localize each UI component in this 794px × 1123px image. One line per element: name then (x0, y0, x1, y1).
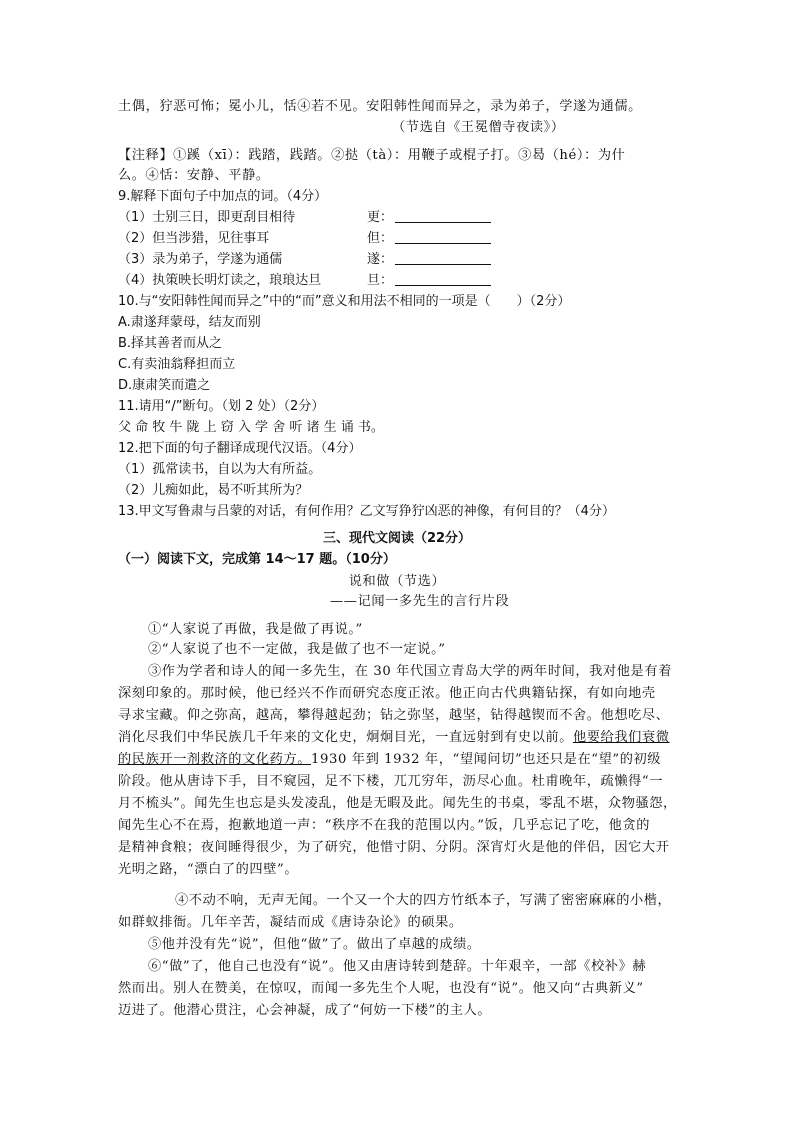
answer-blank[interactable] (395, 251, 491, 265)
option-a[interactable]: A.肃遂拜蒙母，结友而别 (118, 315, 261, 330)
article-title: 说和做（节选） (348, 574, 446, 589)
question-9-item (118, 229, 269, 249)
answer-slot[interactable] (367, 229, 491, 249)
paragraph-6-line: 迈进了。他潜心贯注，心会神凝，成了“何妨一下楼”的主人。 (118, 1003, 492, 1018)
item-text: （3）录为弟子，学遂为通儒 (118, 252, 283, 267)
item-text: （4）执策映长明灯读之，琅琅达旦 (118, 273, 322, 288)
paragraph-3-line: 闻先生心不在焉，抱歉地道一声：“秩序不在我的范围以内。”饭，几乎忘记了吃，他贪的 (118, 818, 651, 833)
answer-blank[interactable] (395, 230, 491, 244)
paragraph-6-line: 然而出。别人在赞美，在惊叹，而闻一多先生个人呢，也没有“说”。他又向“古典新义” (118, 981, 644, 996)
item-text: （2）但当涉猎，见往事耳 (118, 231, 270, 246)
answer-label: 旦： (367, 273, 394, 288)
question-9-item (118, 208, 295, 228)
answer-label: 更： (367, 210, 394, 225)
paragraph-1: ①“人家说了再做，我是做了再说。” (148, 622, 363, 637)
paragraph-3-line: 阶段。他从唐诗下手，目不窥园，足不下楼，兀兀穷年，沥尽心血。杜甫晚年，疏懒得“一 (118, 774, 664, 789)
question-11-sentence: 父 命 牧 牛 陇 上 窃 入 学 舍 听 诸 生 诵 书。 (118, 420, 384, 435)
question-9-stem: 9.解释下面句子中加点的词。（4分） (118, 189, 328, 204)
paragraph-6-line: ⑥“做”了，他自己也没有“说”。他又由唐诗转到楚辞。十年艰辛，一部《校补》赫 (148, 959, 647, 974)
paragraph-4-line: 如群蚁排衙。几年辛苦，凝结而成《唐诗杂论》的硕果。 (118, 915, 463, 930)
question-9-item (118, 271, 321, 291)
paragraph-3-line (118, 728, 670, 748)
paragraph-3-line (118, 750, 661, 770)
item-text: （1）士别三日，即更刮目相待 (118, 210, 296, 225)
paragraph-3-line: ③作为学者和诗人的闻一多先生，在 30 年代国立青岛大学的两年时间，我对他是有着 (148, 664, 672, 679)
answer-slot[interactable] (367, 250, 491, 270)
question-12-stem: 12.把下面的句子翻译成现代汉语。（4分） (118, 441, 362, 456)
text-span: 消化尽我们中华民族几千年来的文化史，炯炯目光，一直远射到有史以前。 (118, 730, 573, 745)
underlined-sentence: 的民族开一剂救济的文化药方。 (118, 752, 312, 767)
question-13-stem: 13.甲文写鲁肃与吕蒙的对话，有何作用？乙文写狰狞凶恶的神像，有何目的？（4分） (118, 504, 615, 519)
question-11-stem: 11.请用“/”断句。（划 2 处）（2分） (118, 399, 325, 414)
answer-label: 遂： (367, 252, 394, 267)
option-b[interactable]: B.择其善者而从之 (118, 336, 223, 351)
answer-label: 但： (367, 231, 394, 246)
paragraph-3-line: 深刻印象的。那时候，他已经兴不作而研究态度正浓。他正向古代典籍钻探，有如向地壳 (118, 686, 656, 701)
answer-blank[interactable] (395, 272, 491, 286)
answer-slot[interactable] (367, 208, 491, 228)
text-span: 1930 年到 1932 年，“望闻问切”也还只是在“望”的初级 (311, 752, 662, 767)
paragraph-3-line: 光明之路，“漂白了的四壁”。 (118, 862, 299, 877)
paragraph-2: ②“人家说了也不一定做，我是做了也不一定说。” (148, 642, 446, 657)
question-10-stem: 10.与“安阳韩性闻而异之”中的“而”意义和用法不相同的一项是（ ）（2分） (118, 294, 571, 309)
article-subtitle: ——记闻一多先生的言行片段 (330, 594, 510, 609)
answer-slot[interactable] (367, 271, 491, 291)
notes-line: 【注释】①蹊（xī）：践踏，践踏。②挞（tà）：用鞭子或棍子打。③曷（hé）：为什 (118, 148, 626, 163)
paragraph-3-line: 是精神食粮；夜间睡得很少，为了研究，他惜寸阴、分阴。深宵灯火是他的伴侣，因它大开 (118, 840, 670, 855)
notes-line: 么。④恬：安静、平静。 (118, 168, 270, 183)
paragraph-3-line: 月不梳头”。闻先生也忘是头发凌乱，他是无暇及此。闻先生的书桌，零乱不堪，众物骚怨， (118, 796, 677, 811)
question-9-item (118, 250, 282, 270)
paragraph-4-line: ④不动不响，无声无闻。一个又一个大的四方竹纸本子，写满了密密麻麻的小楷， (175, 893, 672, 908)
question-12-item: （2）儿痴如此，曷不听其所为？ (118, 483, 309, 498)
question-12-item: （1）孤常读书，自以为大有所益。 (118, 462, 322, 477)
paragraph-3-line: 寻求宝藏。仰之弥高，越高，攀得越起劲；钻之弥坚，越坚，钻得越锲而不舍。他想吃尽、 (118, 708, 670, 723)
option-d[interactable]: D.康肃笑而遣之 (118, 378, 211, 393)
underlined-sentence: 他要给我们衰微 (572, 730, 670, 745)
option-c[interactable]: C.有卖油翁释担而立 (118, 357, 236, 372)
paragraph-5: ⑤他并没有先“说”，但他“做”了。做出了卓越的成绩。 (148, 937, 481, 952)
classical-source: （节选自《王冕僧寺夜读》） (392, 120, 565, 135)
section-subtitle: （一）阅读下文，完成第 14～17 题。（10分） (118, 552, 396, 567)
answer-blank[interactable] (395, 209, 491, 223)
section-title: 三、现代文阅读（22分） (322, 531, 472, 546)
classical-text-line: 土偶，狞恶可怖；冕小儿，恬④若不见。安阳韩性闻而异之，录为弟子，学遂为通儒。 (118, 99, 642, 114)
